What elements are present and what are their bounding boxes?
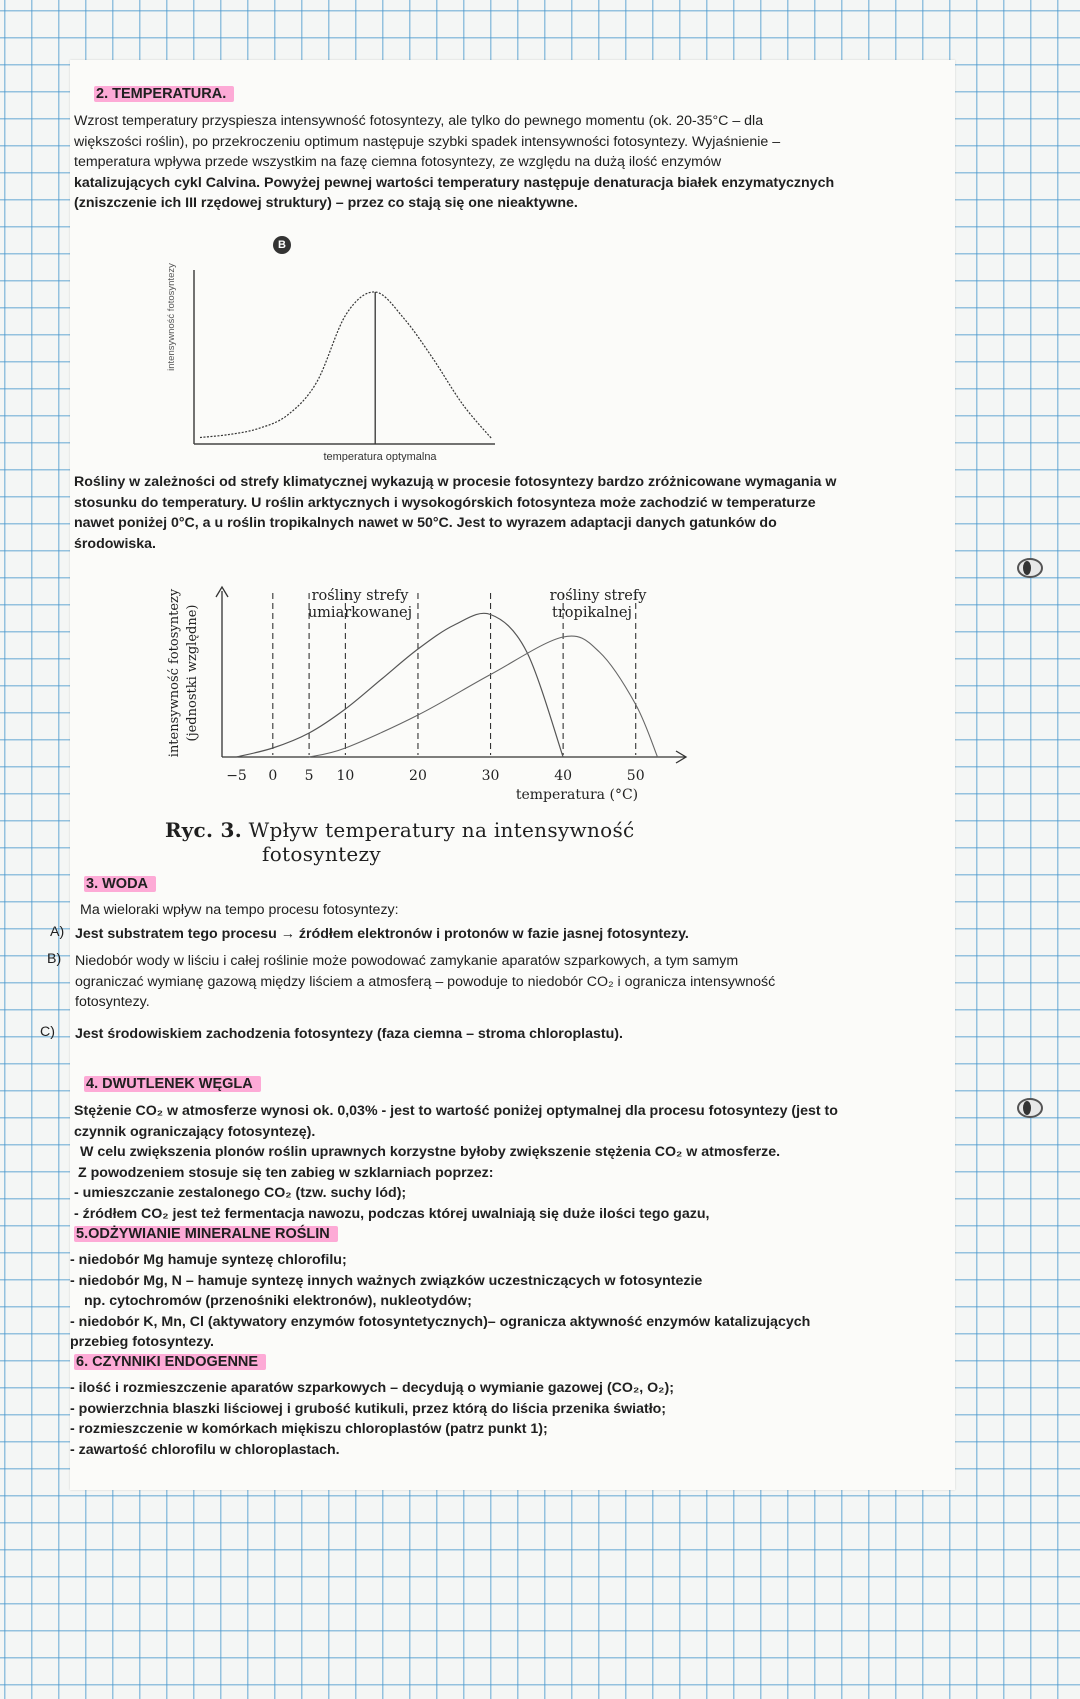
section-6-body — [70, 1378, 930, 1460]
series-line-umiarkowana — [237, 613, 564, 757]
text-line: - rozmieszczenie w komórkach miękiszu chloroplastów (patrz punkt 1); — [70, 1421, 548, 1438]
section-4-body — [74, 1101, 930, 1225]
text-line: Rośliny w zależności od strefy klimatycznej wykazują w procesie fotosyntezy bardzo zróżnicowane wymagania w — [74, 474, 837, 490]
section-5-heading: 5.ODŻYWIANIE MINERALNE ROŚLIN — [74, 1226, 338, 1242]
text-line: - niedobór K, Mn, Cl (aktywatory enzymów fotosyntetycznych)– ogranicza aktywność enzymów katalizujących — [70, 1313, 811, 1330]
figure-caption-line-2: fotosyntezy — [262, 842, 381, 866]
text-line: - ilość i rozmieszczenie aparatów szparkowych – decydują o wymianie gazowej (CO₂, O₂); — [70, 1380, 674, 1396]
text-line: stosunku do temperatury. U roślin arktycznych i wysokogórskich fotosynteza może zachodzić w temperaturze — [74, 494, 816, 511]
y-axis-label: intensywność fotosyntezy — [167, 588, 182, 758]
text-line: Stężenie CO₂ w atmosferze wynosi ok. 0,03% - jest to wartość poniżej optymalnej dla procesu fotosyntezy (jest to — [74, 1103, 838, 1119]
text-line: - powierzchnia blaszki liściowej i grubość kutikuli, przez którą do liścia przenika światło; — [70, 1400, 667, 1417]
series-label-tropikalna: tropikalnej — [552, 605, 632, 621]
x-tick-label: 50 — [626, 768, 645, 784]
text-line: - zawartość chlorofilu w chloroplastach. — [70, 1441, 340, 1458]
section-4-heading: 4. DWUTLENEK WĘGLA — [84, 1076, 261, 1092]
text-line: (zniszczenie ich III rzędowej struktury) – przez co stają się one nieaktywne. — [74, 195, 578, 212]
text-line: Niedobór wody w liściu i całej roślinie może powodować zamykanie aparatów szparkowych, a tym samym — [75, 953, 739, 969]
text-line: - umieszczanie zestalonego CO₂ (tzw. suchy lód); — [74, 1185, 407, 1202]
figure-caption — [165, 818, 635, 842]
y-axis-label-units: (jednostki względne) — [185, 604, 200, 742]
text-line: Z powodzeniem stosuje się ten zabieg w szklarniach poprzez: — [78, 1164, 494, 1181]
text-line: przebieg fotosyntezy. — [70, 1334, 214, 1351]
section-2-paragraph-2 — [74, 472, 920, 554]
x-tick-label: 30 — [481, 768, 500, 784]
section-3-intro: Ma wieloraki wpływ na tempo procesu fotosyntezy: — [80, 902, 399, 918]
list-item: Jest substratem tego procesu → źródłem elektronów i protonów w fazie jasnej fotosyntezy. — [75, 926, 689, 942]
badge-b: B — [273, 236, 291, 254]
series-label-tropikalna: rośliny strefy — [549, 588, 647, 604]
y-axis-label: intensywność fotosyntezy — [166, 263, 177, 371]
list-item — [75, 951, 920, 1013]
text-line: Wzrost temperatury przyspiesza intensywność fotosyntezy, ale tylko do pewnego momentu (ok. 20-35°C – dla — [74, 113, 764, 129]
section-5-body — [70, 1250, 930, 1353]
x-tick-label: −5 — [226, 768, 247, 784]
text-line: - źródłem CO₂ jest też fermentacja nawozu, podczas której uwalniają się duże ilości tego gazu, — [74, 1205, 710, 1222]
text-line: ograniczać wymianę gazową między liściem a atmosferą – powoduje to niedobór CO₂ i ogranicza intensywność — [75, 973, 776, 990]
series-label-umiarkowana: umiarkowanej — [307, 605, 413, 621]
text-line: nawet poniżej 0°C, a u roślin tropikalnych nawet w 50°C. Jest to wyrazem adaptacji danych gatunków do — [74, 515, 777, 532]
x-tick-label: 40 — [554, 768, 573, 784]
figure-caption-prefix: Ryc. 3. — [165, 818, 242, 842]
text-line: - niedobór Mg hamuje syntezę chlorofilu; — [70, 1252, 347, 1268]
text-line: środowiska. — [74, 535, 157, 552]
text-line: czynnik ograniczający fotosyntezę). — [74, 1123, 316, 1140]
section-6-heading: 6. CZYNNIKI ENDOGENNE — [74, 1354, 266, 1370]
binder-ring-icon — [1015, 1093, 1045, 1123]
text-line: temperatura wpływa przede wszystkim na fazę ciemna fotosyntezy, ze względu na dużą ilość enzymów — [74, 154, 722, 171]
section-2-paragraph — [74, 111, 920, 214]
text-line: np. cytochromów (przenośniki elektronów), nukleotydów; — [84, 1293, 472, 1310]
series-label-umiarkowana: rośliny strefy — [311, 588, 409, 604]
binder-ring-icon — [1015, 553, 1045, 583]
list-marker: C) — [40, 1024, 55, 1040]
section-2-heading: 2. TEMPERATURA. — [94, 86, 234, 102]
list-item: Jest środowiskiem zachodzenia fotosyntezy (faza ciemna – stroma chloroplastu). — [75, 1026, 623, 1042]
x-tick-label: 10 — [336, 768, 355, 784]
list-marker: A) — [50, 924, 65, 940]
chart-climate-zones — [160, 585, 700, 810]
chart-optimum-temperature — [150, 262, 510, 462]
x-axis-label: temperatura optymalna — [323, 451, 437, 462]
text-line: - niedobór Mg, N – hamuje syntezę innych ważnych związków uczestniczących w fotosyntezie — [70, 1272, 703, 1289]
text-line: W celu zwiększenia plonów roślin uprawnych korzystne byłoby zwiększenie stężenia CO₂ w atmosferze. — [80, 1144, 781, 1161]
x-tick-label: 0 — [268, 768, 278, 784]
x-axis-label: temperatura (°C) — [515, 787, 639, 803]
text-line: fotosyntezy. — [75, 994, 150, 1011]
list-marker: B) — [47, 951, 62, 967]
text-line: katalizujących cykl Calvina. Powyżej pewnej wartości temperatury następuje denaturacja białek enzymatycznych — [74, 174, 835, 191]
figure-caption-line: Wpływ temperatury na intensywność — [248, 818, 635, 842]
section-3-heading: 3. WODA — [84, 876, 156, 892]
x-tick-label: 20 — [409, 768, 427, 784]
x-tick-label: 5 — [304, 768, 314, 784]
series-line — [200, 292, 492, 439]
text-line: większości roślin), po przekroczeniu optimum następuje szybki spadek intensywności fotosyntezy. Wyjaśnienie – — [74, 133, 781, 150]
